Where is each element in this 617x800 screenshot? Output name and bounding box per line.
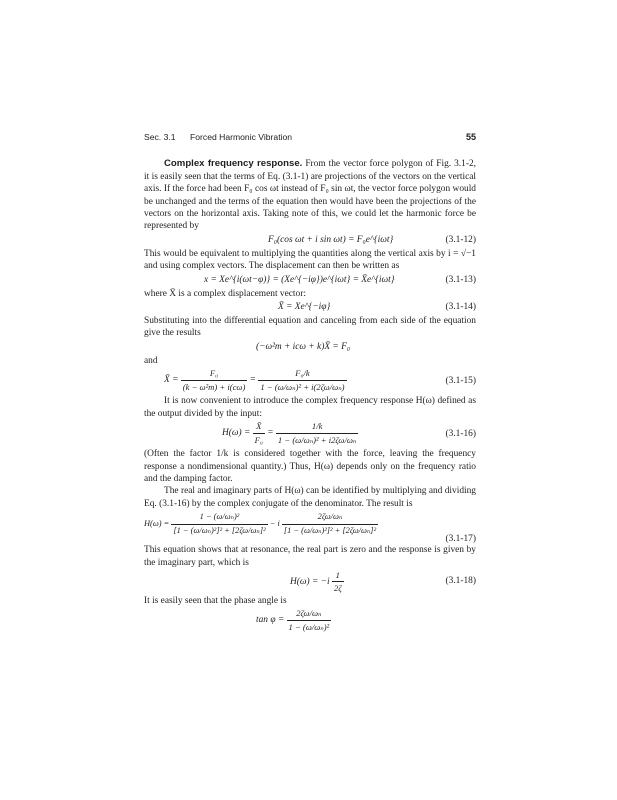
equation-substitution: [144, 340, 476, 355]
numerator: F₀: [181, 367, 248, 380]
denominator: (k − ω²m) + i(cω): [182, 381, 246, 392]
paragraph: It is now convenient to introduce the complex frequency response H(ω) defined as the output divided by the input:: [144, 396, 476, 419]
equation-number: (3.1-17): [445, 534, 476, 545]
minus-i: − i: [269, 518, 280, 528]
paragraph: [144, 158, 476, 232]
equation-body: x = Xe^{i(ωt−φ)} = (Xe^{−iφ})e^{iωt} = X̄e^{iωt}: [204, 274, 395, 285]
equation-number: (3.1-18): [445, 575, 476, 586]
numerator: 2ζω/ωₙ: [282, 511, 378, 524]
paragraph: and: [144, 355, 158, 366]
chapter-title: Forced Harmonic Vibration: [190, 132, 293, 142]
equation-lhs: X̄ =: [164, 375, 179, 386]
page-number: 55: [465, 132, 476, 142]
paragraph: This equation shows that at resonance, the real part is zero and the response is given by the imaginary part, which is: [144, 545, 476, 568]
fraction: [276, 420, 358, 446]
numerator: 1/k: [276, 420, 358, 433]
equation-3-1-18: [144, 569, 476, 595]
equation-lhs: H(ω) =: [144, 518, 170, 528]
equals-sign: =: [249, 375, 256, 386]
paragraph: This would be equivalent to multiplying the quantities along the vertical axis by i = √−1 and using complex vectors. The displacement can then be written as: [144, 248, 476, 272]
equation-3-1-15: [144, 367, 476, 395]
denominator: 1 − (ω/ωₙ)² + i(2ζω/ωₙ): [260, 381, 345, 392]
fraction: [282, 511, 378, 537]
book-page: [144, 131, 476, 635]
equation-body: (−ω²m + icω + k)X̄ = F₀: [256, 341, 351, 352]
fraction: [171, 511, 267, 537]
running-header: [144, 131, 476, 143]
paragraph-text: From the vector force polygon of Fig. 3.1-2, it is easily seen that the terms of Eq. (3.1-1) are projections of the vectors on the vertical axis. If the force had been F₀ cos ωt instead of F₀ sin ωt, the vector force polygon would be unchanged and the terms of the equation then would have been the projections of the vectors on the horizontal axis. Taking note of this, we could let the harmonic force be represented by: [144, 159, 476, 232]
paragraph: (Often the factor 1/k is considered together with the force, leaving the frequency response a nondimensional quantity.) Thus, H(ω) depends only on the frequency ratio and the damping factor.: [144, 449, 476, 484]
equation-body: [144, 511, 378, 537]
equation-number: (3.1-12): [445, 234, 476, 245]
denominator: [1 − (ω/ωₙ)²]² + [2ζω/ωₙ]²: [283, 525, 377, 535]
equation-3-1-14: [144, 300, 476, 315]
denominator: [1 − (ω/ωₙ)²]² + [2ζω/ωₙ]²: [173, 525, 266, 535]
denominator: 1 − (ω/ωₙ)²: [288, 621, 330, 632]
equation-3-1-12: [144, 233, 476, 248]
equation-body: X̄ = Xe^{−iφ}: [278, 302, 331, 313]
paragraph: The real and imaginary parts of H(ω) can be identified by multiplying and dividing Eq. (3.1-16) by the complex conjugate of the denominator. The result is: [144, 486, 476, 509]
denominator: F₀: [254, 434, 263, 445]
equals-sign: =: [267, 428, 274, 439]
equation-3-1-17: [144, 510, 476, 544]
paragraph: Substituting into the differential equation and canceling from each side of the equation give the results: [144, 316, 476, 339]
equation-body: [164, 367, 347, 393]
equation-lhs: tan φ =: [256, 615, 285, 626]
numerator: 1 − (ω/ωₙ)²: [171, 511, 267, 524]
denominator: 1 − (ω/ωₙ)² + i2ζω/ωₙ: [277, 434, 357, 445]
section-label: Sec. 3.1: [144, 132, 176, 142]
equation-number: (3.1-13): [445, 274, 476, 285]
numerator: X̄: [253, 420, 265, 433]
equation-lhs: H(ω) =: [222, 428, 251, 439]
fraction: [332, 569, 344, 595]
numerator: F₀/k: [258, 367, 346, 380]
equation-number: (3.1-14): [445, 302, 476, 313]
numerator: 1: [332, 569, 344, 582]
numerator: 2ζω/ωₙ: [287, 607, 332, 620]
fraction: [258, 367, 346, 393]
equation-3-1-13: [144, 273, 476, 288]
paragraph: It is easily seen that the phase angle is: [144, 595, 287, 606]
equation-number: (3.1-15): [445, 376, 476, 387]
equation-3-1-16: [144, 420, 476, 448]
equation-phase-angle: [144, 607, 476, 635]
fraction: [181, 367, 248, 393]
fraction: [253, 420, 265, 446]
run-in-heading: Complex frequency response.: [164, 158, 303, 170]
equation-lhs: H(ω) = −i: [290, 577, 330, 587]
fraction: [287, 607, 332, 633]
equation-body: [222, 420, 358, 446]
denominator: 2ζ: [333, 583, 342, 594]
equation-number: (3.1-16): [445, 429, 476, 440]
paragraph: where X̄ is a complex displacement vector:: [144, 288, 306, 299]
equation-body: [290, 569, 344, 595]
equation-body: [256, 607, 331, 633]
equation-body: F₀(cos ωt + i sin ωt) = F₀e^{iωt}: [268, 234, 394, 245]
